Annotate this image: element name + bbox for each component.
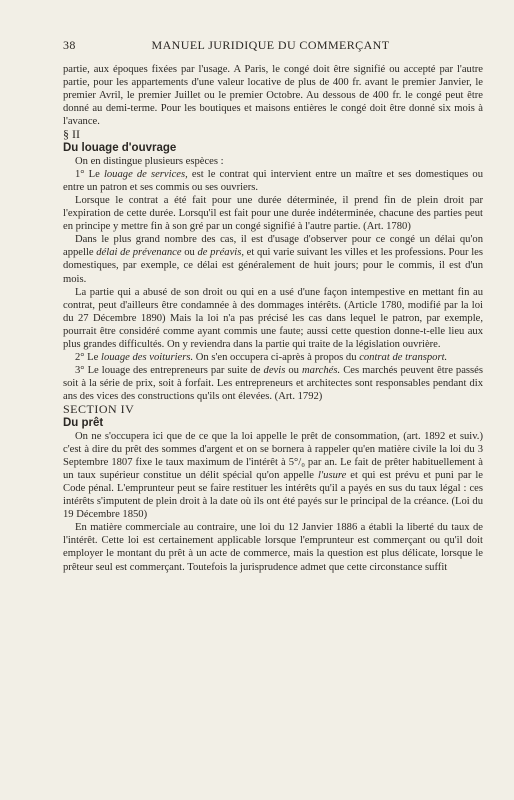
page-body [63,63,483,574]
paragraph: La partie qui a abusé de son droit ou qui en a usé d'une façon intempestive en mettant fin au contrat, peut d'ailleurs être condamnée à des dommages intérêts. (Article 1780, modifié par la loi du 27 Décembre 1890) Mais la loi n'a pas précisé les cas dans lequel le patron, par exemple, pourrait être considéré comme ayant commis une faute; aussi cette question donne-t-elle lieu aux plus grandes difficultés. On y reviendra dans la partie qui traite de la législation ouvrière. [63,286,483,350]
paragraph: Lorsque le contrat a été fait pour une durée déterminée, il prend fin de plein droit par l'expiration de cette durée. Lorsqu'il est fait pour une durée indéterminée, chacune des parties peut en principe y mettre fin à son gré par un congé signifié à l'autre partie. (Art. 1780) [63,194,483,233]
page-number: 38 [63,38,76,52]
paragraph: 1° Le louage de services, est le contrat qui intervient entre un maître et ses domestiques ou entre un patron et ses commis ou ses ouvriers. [63,168,483,193]
running-title: MANUEL JURIDIQUE DU COMMERÇANT [151,38,390,52]
paragraph: En matière commerciale au contraire, une loi du 12 Janvier 1886 a établi la liberté du taux de l'intérêt. Cette loi est certainement applicable lorsque l'emprunteur est commerçant ou qu'il doit employer le montant du prêt à un acte de commerce, mais la question est plus délicate, lorsque le prêteur seul est commerçant. Toutefois la jurisprudence admet que cette circonstance suffit [63,522,483,573]
paragraph: On ne s'occupera ici que de ce que la loi appelle le prêt de consommation, (art. 1892 et suiv.) c'est à dire du prêt des sommes d'argent et on se bornera à rappeler qu'en matière civile la loi du 3 Septembre 1807 fixe le taux maximum de l'intérêt à 5°/₀ par an. Le fait de prêter habituellement à un taux supérieur constitue un délit spécial qu'on appelle l'usure et qui est prévu et puni par le Code pénal. L'emprunteur peut se faire restituer les intérêts qu'il a payés en sus du taux légal : ces intérêts s'imputent de plein droit à la date où ils ont été payés sur le principal de la créance. (Loi du 19 Décembre 1850) [63,430,483,521]
page-header [63,38,478,52]
section-title: Du prêt [63,416,104,429]
paragraph: 2° Le louage des voituriers. On s'en occupera ci-après à propos du contrat de transport. [75,352,448,364]
section-number: § II [63,127,80,142]
section-heading: SECTION IV [63,402,135,417]
section-title: Du louage d'ouvrage [63,141,177,154]
paragraph: 3° Le louage des entrepreneurs par suite de devis ou marchés. Ces marchés peuvent être passés soit à la série de prix, soit à forfait. Les entrepreneurs et architectes sont responsables pendant dix ans des vices des constructions qu'ils ont élevées. (Art. 1792) [63,365,484,403]
paragraph: Dans le plus grand nombre des cas, il est d'usage d'observer pour ce congé un délai qu'on appelle délai de prévenance ou de préavis, et qui varie suivant les villes et les professions. Pour les domestiques, par exemple, ce délai est généralement de huit jours; pour le commis, il est d'un mois. [63,234,483,285]
intro-paragraph: partie, aux époques fixées par l'usage. A Paris, le congé doit être signifié ou accepté par l'autre partie, pour les appartements d'une valeur locative de plus de 400 fr. avant le premier Janvier, le premier Avril, le premier Juillet ou le premier Octobre. Au dessous de 400 fr. le congé peut être donné au demi-terme. Pour les boutiques et maisons entières le congé doit être donné six mois à l'avance. [63,64,483,128]
paragraph: On en distingue plusieurs espèces : [75,155,224,167]
